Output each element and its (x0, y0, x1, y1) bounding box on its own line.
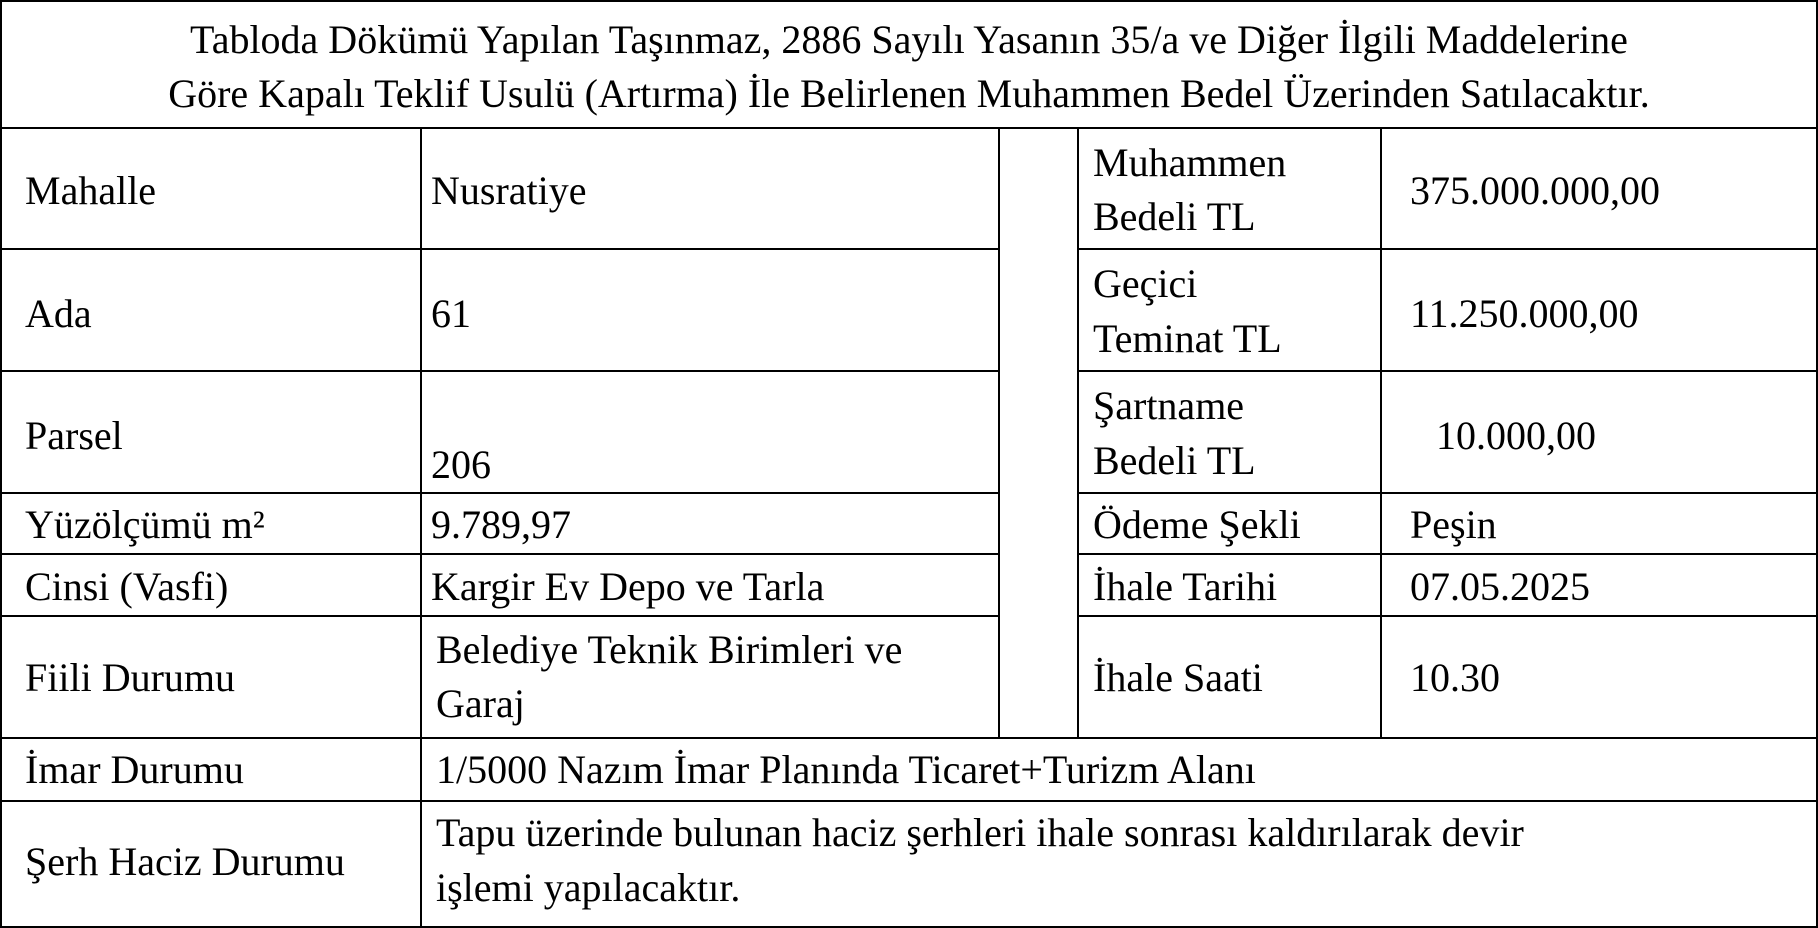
left-rule (0, 615, 1000, 617)
value-parsel: 206 (431, 442, 491, 487)
label-gecici-line-1: Geçici (1093, 261, 1198, 306)
value-ada: 61 (431, 291, 471, 336)
header-line-1: Tabloda Dökümü Yapılan Taşınmaz, 2886 Sayılı Yasanın 35/a ve Diğer İlgili Maddelerine (190, 17, 1628, 62)
label-cinsi: Cinsi (Vasfi) (25, 564, 229, 609)
right-rule (1077, 248, 1818, 250)
value-yuzolcumu: 9.789,97 (431, 502, 571, 547)
left-column-divider (420, 127, 422, 928)
full-rule (0, 800, 1818, 802)
right-rule (1077, 370, 1818, 372)
label-muhammen-line-1: Muhammen (1093, 140, 1287, 185)
left-rule (0, 370, 1000, 372)
header-line-2: Göre Kapalı Teklif Usulü (Artırma) İle Belirlenen Muhammen Bedel Üzerinden Satılacaktır. (168, 71, 1650, 116)
value-muhammen: 375.000.000,00 (1410, 168, 1660, 213)
left-rule (0, 553, 1000, 555)
label-odeme-sekli: Ödeme Şekli (1093, 502, 1301, 547)
value-fiili-durumu-line-1: Belediye Teknik Birimleri ve (436, 627, 903, 672)
right-rule (1077, 553, 1818, 555)
label-parsel: Parsel (25, 413, 123, 458)
value-fiili-durumu-line-2: Garaj (436, 681, 525, 726)
right-column-divider (1380, 127, 1382, 738)
label-muhammen-line-2: Bedeli TL (1093, 194, 1256, 239)
label-fiili-durumu: Fiili Durumu (25, 655, 236, 700)
value-imar-durumu: 1/5000 Nazım İmar Planında Ticaret+Turizm Alanı (436, 747, 1256, 792)
left-rule (0, 248, 1000, 250)
header-separator (0, 127, 1818, 129)
label-serh-haciz-durumu: Şerh Haciz Durumu (25, 839, 345, 884)
right-rule (1077, 492, 1818, 494)
value-serh-line-2: işlemi yapılacaktır. (436, 865, 741, 910)
value-gecici-teminat: 11.250.000,00 (1410, 291, 1639, 336)
value-mahalle: Nusratiye (431, 168, 587, 213)
value-cinsi: Kargir Ev Depo ve Tarla (431, 564, 825, 609)
left-rule (0, 492, 1000, 494)
full-rule (0, 737, 1818, 739)
label-sartname-line-1: Şartname (1093, 383, 1245, 428)
label-yuzolcumu: Yüzölçümü m² (25, 502, 265, 547)
label-ihale-tarihi: İhale Tarihi (1093, 564, 1278, 609)
right-table-left-edge (1077, 127, 1079, 738)
value-ihale-tarihi: 07.05.2025 (1410, 564, 1590, 609)
right-rule (1077, 615, 1818, 617)
value-odeme-sekli: Peşin (1410, 502, 1497, 547)
label-ada: Ada (25, 291, 92, 336)
label-sartname-line-2: Bedeli TL (1093, 438, 1256, 483)
value-ihale-saati: 10.30 (1410, 655, 1500, 700)
value-serh-line-1: Tapu üzerinde bulunan haciz şerhleri ihale sonrası kaldırılarak devir (436, 810, 1524, 855)
label-imar-durumu: İmar Durumu (25, 747, 244, 792)
left-table-right-edge (998, 127, 1000, 738)
label-gecici-line-2: Teminat TL (1093, 316, 1282, 361)
label-mahalle: Mahalle (25, 168, 157, 213)
border-top (0, 0, 1818, 2)
value-sartname: 10.000,00 (1436, 413, 1596, 458)
border-left (0, 0, 2, 928)
label-ihale-saati: İhale Saati (1093, 655, 1263, 700)
